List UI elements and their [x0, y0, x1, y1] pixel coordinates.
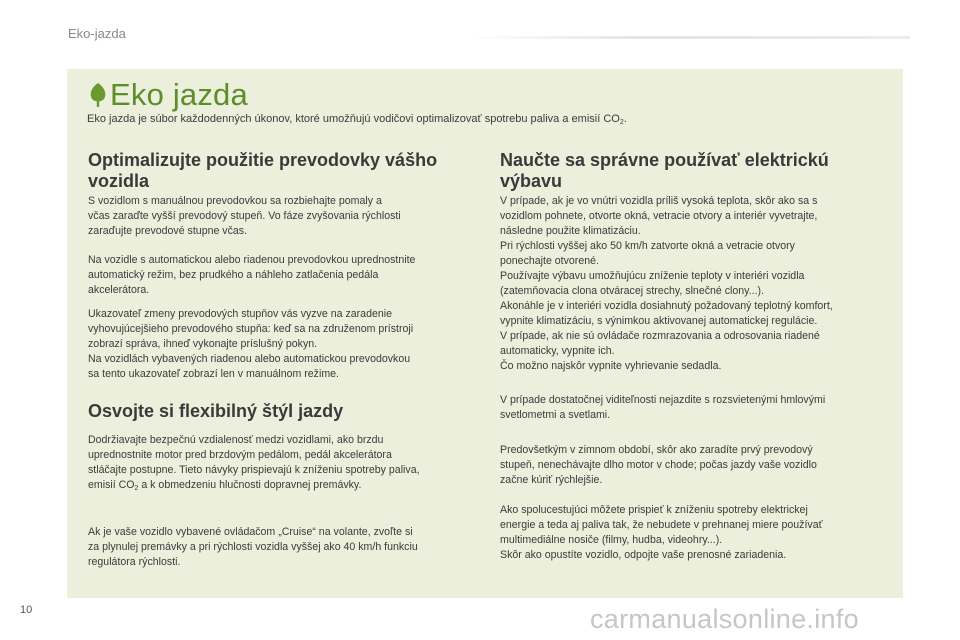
- section-gearbox: [88, 150, 478, 192]
- intro-text: Eko jazda je súbor každodenných úkonov, ktoré umožňujú vodičovi optimalizovať spotrebu paliva a emisií $CO_2$.: [87, 113, 627, 126]
- section-electrical-equipment: [500, 150, 890, 192]
- paragraph: V prípade, ak je vo vnútri vozidla príliš vysoká teplota, skôr ako sa s vozidlom pohnete, otvorte okná, vetracie otvory a interiér vyvetrajte, následne použite klimatizáciu. Pri rýchlosti vyššej ako 50 km/h zatvorte okná a vetracie otvory ponechajte otvorené. Používajte výbavu umožňujúcu zníženie teploty v interiéri vozidla (zatemňovacia clona otváracej strechy, slnečné clony...). Akonáhle je v interiéri vozidla dosiahnutý požadovaný teplotný komfort, vypnite klimatizáciu, s výnimkou aktivovanej automatickej regulácie. V prípade, ak nie sú ovládače rozmrazovania a odrosovania riadené automaticky, vypnite ich. Čo možno najskôr vypnite vyhrievanie sedadla.: [500, 195, 833, 372]
- paragraph: Ak je vaše vozidlo vybavené ovládačom „Cruise“ na volante, zvoľte si za plynulej premávky a pri rýchlosti vozidla vyššej ako 40 km/h funkciu regulátora rýchlosti.: [88, 526, 418, 568]
- paragraph: S vozidlom s manuálnou prevodovkou sa rozbiehajte pomaly a včas zaraďte vyšší prevodový stupeň. Vo fáze zvyšovania rýchlosti zaraďujte prevodové stupne včas.: [88, 195, 401, 237]
- paragraph: V prípade dostatočnej viditeľnosti nejazdite s rozsvietenými hmlovými svetlometmi a svetlami.: [500, 394, 826, 421]
- page-number: 10: [20, 604, 33, 616]
- section-heading: Osvojte si flexibilný štýl jazdy: [88, 401, 344, 421]
- paragraph: Dodržiavajte bezpečnú vzdialenosť medzi vozidlami, ako brzdu uprednostnite motor pred brzdovým pedálom, pedál akcelerátora stláčajte postupne. Tieto návyky prispievajú k zníženiu spotreby paliva, emisií $CO_2$ a k obmedzeniu hlučnosti dopravnej premávky.: [88, 434, 420, 492]
- page-header-title: Eko-jazda: [68, 26, 126, 41]
- paragraph: Ukazovateľ zmeny prevodových stupňov vás vyzve na zaradenie vyhovujúcejšieho prevodového stupňa: keď sa na združenom prístroji zobrazí správa, ihneď vykonajte príslušný pokyn. Na vozidlách vybavených riadenou alebo automatickou prevodovkou sa tento ukazovateľ zobrazí len v manuálnom režime.: [88, 308, 414, 380]
- paragraph: Na vozidle s automatickou alebo riadenou prevodovkou uprednostnite automatický režim, bez prudkého a náhleho zatlačenia pedála akcelerátora.: [88, 254, 416, 296]
- paragraph: Predovšetkým v zimnom období, skôr ako zaradíte prvý prevodový stupeň, nenechávajte dlho motor v chode; počas jazdy vaše vozidlo začne kúriť rýchlejšie.: [500, 444, 817, 486]
- header-divider: [470, 36, 910, 39]
- paragraph: Ako spolucestujúci môžete prispieť k zníženiu spotreby elektrickej energie a teda aj paliva tak, že nebudete v prehnanej miere používať multimediálne nosiče (filmy, hudba, videohry...). Skôr ako opustíte vozidlo, odpojte vaše prenosné zariadenia.: [500, 504, 823, 561]
- section-driving-style: [88, 401, 478, 422]
- section-heading: Optimalizujte použitie prevodovky vášho vozidla: [88, 150, 438, 191]
- section-heading: Naučte sa správne používať elektrickú výbavu: [500, 150, 829, 191]
- leaf-icon: [87, 82, 109, 108]
- watermark: carmanualsonline.info: [590, 604, 859, 634]
- page-title: Eko jazda: [110, 77, 248, 112]
